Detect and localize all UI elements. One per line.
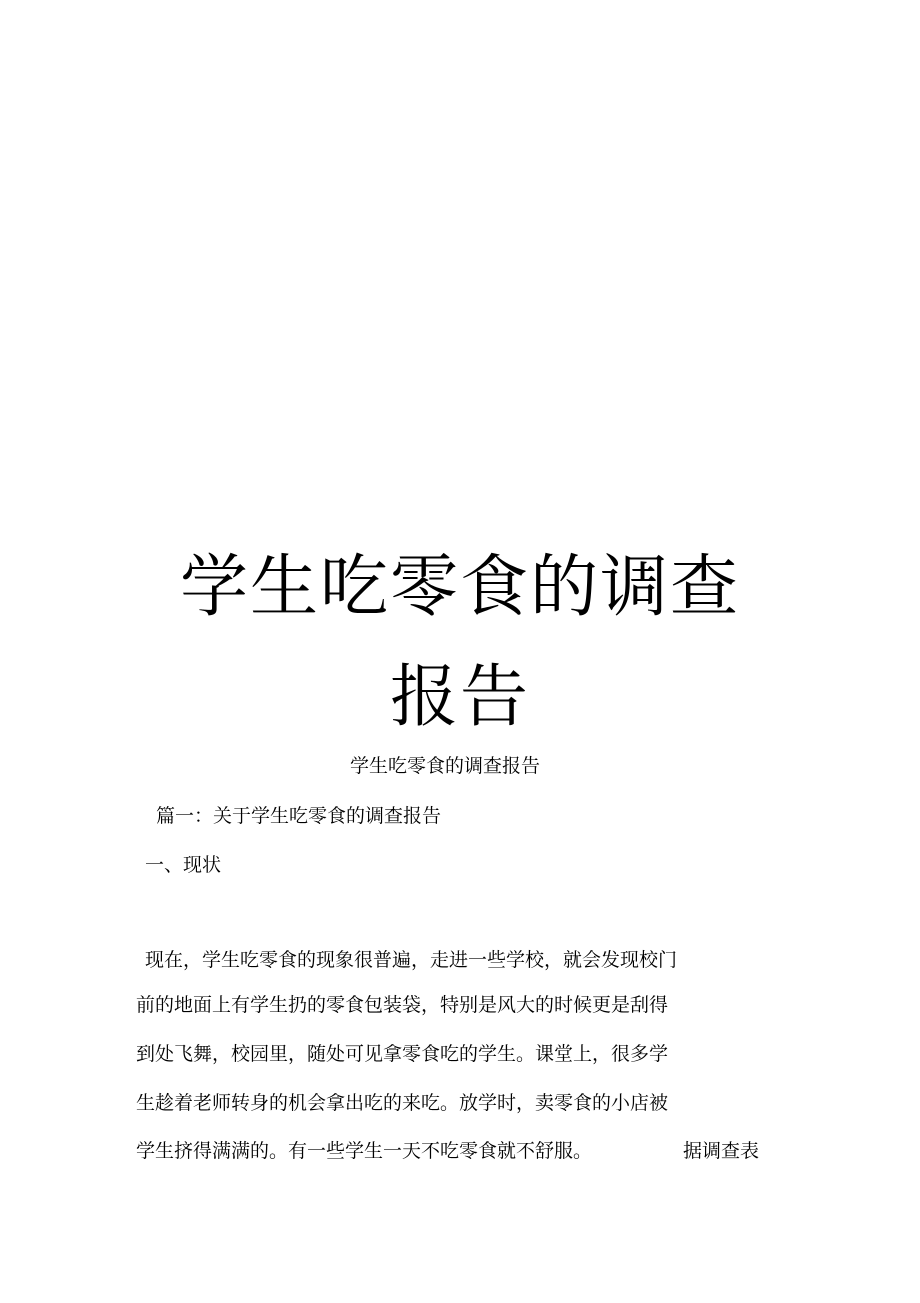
paragraph-line-2: 前的地面上有学生扔的零食包装袋，特别是风大的时候更是刮得 [136,994,669,1016]
paragraph-line-3: 到处飞舞，校园里，随处可见拿零食吃的学生。课堂上，很多学 [136,1043,669,1065]
paragraph-line-5: 学生挤得满满的。有一些学生一天不吃零食就不舒服。 [136,1140,593,1162]
document-title-line-2: 报告 [389,658,530,737]
section-heading: 一、现状 [145,854,222,876]
document-subtitle: 学生吃零食的调查报告 [349,755,540,777]
chapter-heading: 篇一：关于学生吃零食的调查报告 [156,805,442,827]
paragraph-line-1: 现在，学生吃零食的现象很普遍，走进一些学校，就会发现校门 [145,949,678,971]
paragraph-line-5-tail: 据调查表 [683,1140,760,1162]
document-title-line-1: 学生吃零食的调查 [179,548,740,627]
paragraph-line-4: 生趁着老师转身的机会拿出吃的来吃。放学时，卖零食的小店被 [136,1092,669,1114]
